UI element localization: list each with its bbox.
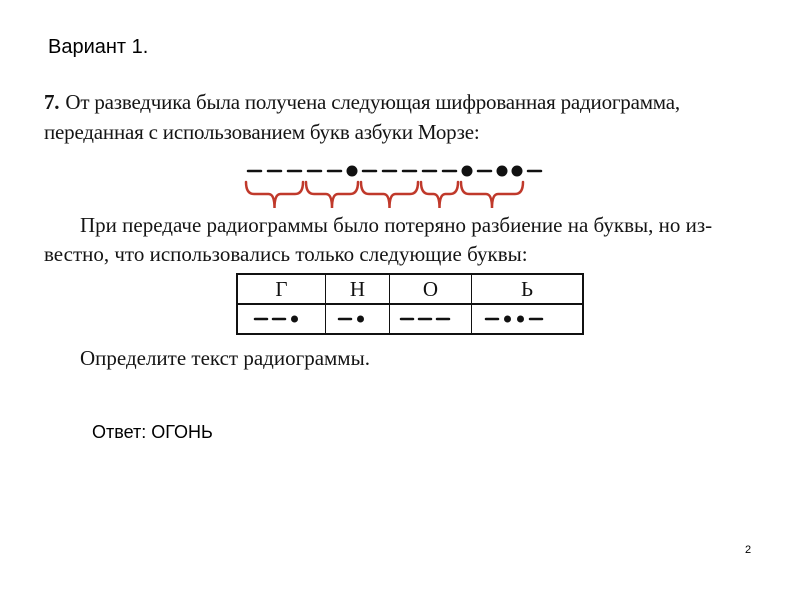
task-text-line-2: переданная с использованием букв азбуки Морзе:	[44, 120, 480, 144]
task-text-line-4: вестно, что использовались только следующие буквы:	[44, 242, 528, 266]
morse-dot	[348, 167, 356, 175]
task-number: 7.	[44, 90, 60, 114]
code-cell-o	[390, 305, 472, 333]
morse-code-o	[398, 309, 464, 329]
letter-group-bracket	[306, 182, 358, 208]
morse-dot	[291, 316, 298, 323]
morse-sequence-figure	[236, 158, 596, 218]
morse-code-table	[236, 273, 584, 335]
letter-group-bracket	[421, 182, 458, 208]
letter-cell-n: Н	[326, 275, 390, 305]
morse-dot	[498, 167, 506, 175]
code-cell-n	[326, 305, 390, 333]
page-number: 2	[745, 544, 752, 556]
task-text-line-3: При передаче радиограммы было потеряно разбиение на буквы, но из-	[80, 213, 713, 237]
code-cell-soft-sign	[472, 305, 582, 333]
task-line-1	[44, 90, 680, 115]
letter-cell-soft-sign: Ь	[472, 275, 582, 305]
morse-code-n	[336, 309, 380, 329]
morse-dot	[504, 316, 511, 323]
letter-group-bracket	[246, 182, 303, 208]
letter-group-bracket	[361, 182, 418, 208]
code-cell-g	[238, 305, 326, 333]
variant-title: Вариант 1.	[48, 36, 149, 58]
morse-dot	[357, 316, 364, 323]
letter-cell-g: Г	[238, 275, 326, 305]
answer-text: Ответ: ОГОНЬ	[92, 422, 213, 442]
question-text: Определите текст радиограммы.	[80, 346, 370, 370]
letter-group-bracket	[461, 182, 523, 208]
morse-code-g	[252, 309, 312, 329]
morse-dot	[517, 316, 524, 323]
morse-code-soft-sign	[483, 309, 571, 329]
task-text-line-1: От разведчика была получена следующая шифрованная радиограмма,	[65, 90, 680, 114]
morse-dot	[513, 167, 521, 175]
morse-dot	[463, 167, 471, 175]
letter-cell-o: О	[390, 275, 472, 305]
